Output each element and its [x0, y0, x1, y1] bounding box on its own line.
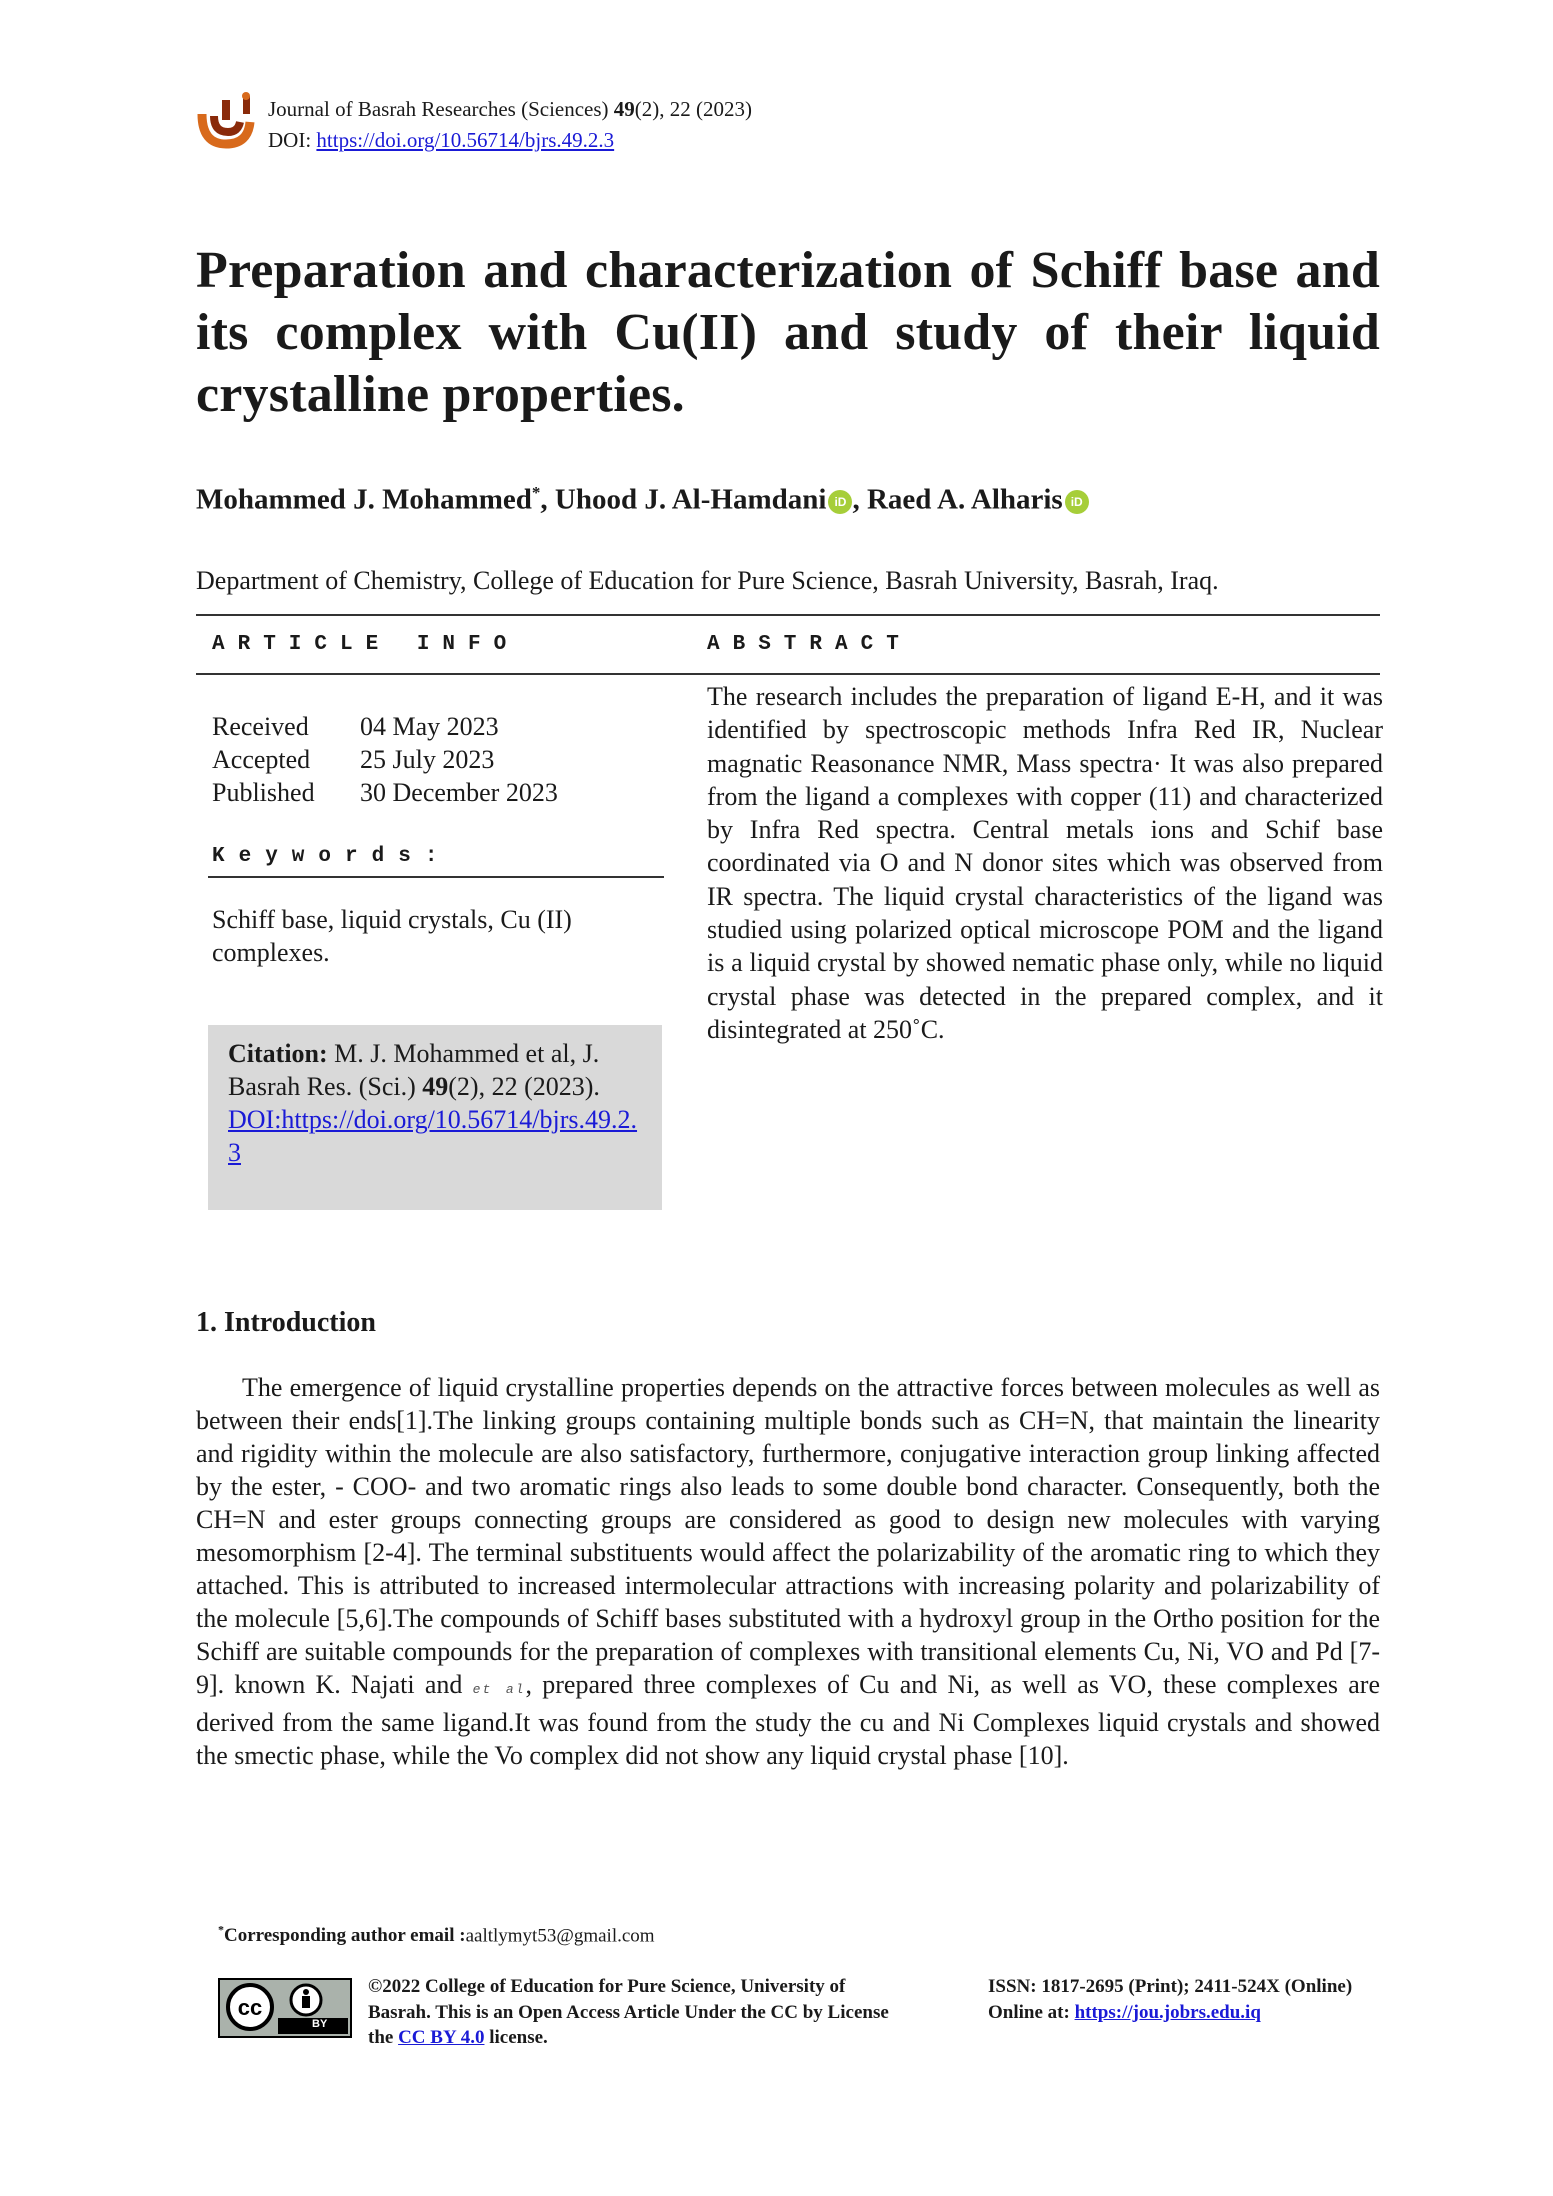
- citation-label: Citation:: [228, 1039, 328, 1068]
- author-name: Raed A. Alharis: [866, 483, 1063, 516]
- orcid-icon[interactable]: iD: [828, 490, 852, 514]
- date-row: Published 30 December 2023: [212, 778, 558, 807]
- divider: [196, 673, 1380, 675]
- copyright-notice: ©2022 College of Education for Pure Science, University of Basrah. This is an Open Access Article Under the CC by License the CC BY 4.0 license.: [368, 1976, 889, 2048]
- abstract-text: The research includes the preparation of ligand E-H, and it was identified by spectroscopic methods Infra Red IR, Nuclear magnatic Reasonance NMR, Mass spectra· It was also prepared from the ligand a complexes with copper (11) and characterized by Infra Red spectra. Central metals ions and Schif base coordinated via O and N donor sites which was observed from IR spectra. The liquid crystal characteristics of the ligand was studied using polarized optical microscope POM and the ligand is a liquid crystal by showed nematic phase only, while no liquid crystal phase was detected in the prepared complex, and it disintegrated at 250˚C.: [707, 682, 1383, 1044]
- citation-box: Citation: M. J. Mohammed et al, J. Basrah Res. (Sci.) 49(2), 22 (2023). DOI:https://doi.org/10.56714/bjrs.49.2.3: [208, 1025, 662, 1210]
- author-email: aaltlymyt53@gmail.com: [465, 1925, 655, 1947]
- article-info-heading: ARTICLE INFO: [212, 633, 520, 656]
- author-list: Mohammed J. Mohammed*, Uhood J. Al-Hamdani iD , Raed A. Alharis iD: [196, 483, 1089, 517]
- divider: [196, 614, 1380, 616]
- license-link[interactable]: CC BY 4.0: [398, 2027, 485, 2048]
- corresponding-author: *Corresponding author email :aaltlymyt53@gmail.com: [218, 1923, 655, 1947]
- journal-website-link[interactable]: https://jou.jobrs.edu.iq: [1074, 2001, 1261, 2023]
- author-name: Mohammed J. Mohammed: [196, 483, 532, 516]
- affiliation: Department of Chemistry, College of Education for Pure Science, Basrah University, Basrah, Iraq.: [196, 566, 1219, 595]
- section-heading: 1. Introduction: [196, 1307, 376, 1338]
- orcid-icon[interactable]: iD: [1065, 490, 1089, 514]
- journal-citation-line: Journal of Basrah Researches (Sciences) 49(2), 22 (2023): [268, 97, 753, 121]
- issn-line: ISSN: 1817-2695 (Print); 2411-524X (Online): [988, 1976, 1353, 1997]
- svg-text:cc: cc: [237, 1995, 263, 2020]
- date-row: Accepted 25 July 2023: [212, 745, 495, 774]
- doi-line: DOI: https://doi.org/10.56714/bjrs.49.2.3: [268, 128, 615, 152]
- cc-icon: [220, 1980, 350, 2036]
- et-al: et al: [472, 1682, 526, 1697]
- introduction-text: The emergence of liquid crystalline properties depends on the attractive forces between molecules as well as between their ends[1].The linking groups containing multiple bonds such as CH=N, that maintain the linearity and rigidity within the molecule are also satisfactory, furthermore, conjugative interaction group linking affected by the ester, - COO- and two aromatic rings also leads to some double bond character. Consequently, both the CH=N and ester groups connecting groups are considered as good to design new molecules with varying mesomorphism [2-4]. The terminal substituents would affect the polarizability of the aromatic ring to which they attached. This is attributed to increased intermolecular attractions with increasing polarity and polarizability of the molecule [5,6].The compounds of Schiff bases substituted with a hydroxyl group in the Ortho position for the Schiff are suitable compounds for the preparation of complexes with transitional elements Cu, Ni, VO and Pd [7-9]. known K. Najati and et al, prepared three complexes of Cu and Ni, as well as VO, these complexes are derived from the same ligand.It was found from the study the cu and Ni Complexes liquid crystals and showed the smectic phase, while the Vo complex did not show any liquid crystal phase [10].: [196, 1373, 1380, 1770]
- article-title: Preparation and characterization of Schiff base and its complex with Cu(II) and study of their liquid crystalline properties.: [196, 242, 1380, 423]
- cc-by-label: BY: [312, 2018, 328, 2030]
- keywords: Schiff base, liquid crystals, Cu (II) complexes.: [212, 905, 572, 967]
- citation-doi-link[interactable]: DOI:https://doi.org/10.56714/bjrs.49.2.3: [228, 1105, 638, 1167]
- date-row: Received 04 May 2023: [212, 712, 499, 741]
- cc-license-badge[interactable]: [218, 1978, 352, 2038]
- issn-info: [988, 1974, 1352, 2025]
- corresponding-mark: *: [531, 483, 541, 502]
- divider: [208, 876, 664, 878]
- article-dates: [212, 710, 558, 809]
- journal-logo: [196, 92, 256, 150]
- abstract-heading: ABSTRACT: [707, 633, 912, 656]
- doi-link[interactable]: https://doi.org/10.56714/bjrs.49.2.3: [316, 128, 615, 152]
- author-name: Uhood J. Al-Hamdani: [554, 483, 827, 516]
- journal-header: [268, 94, 752, 156]
- online-line: Online at: https://jou.jobrs.edu.iq: [988, 2001, 1261, 2023]
- keywords-heading: Keywords:: [212, 845, 452, 868]
